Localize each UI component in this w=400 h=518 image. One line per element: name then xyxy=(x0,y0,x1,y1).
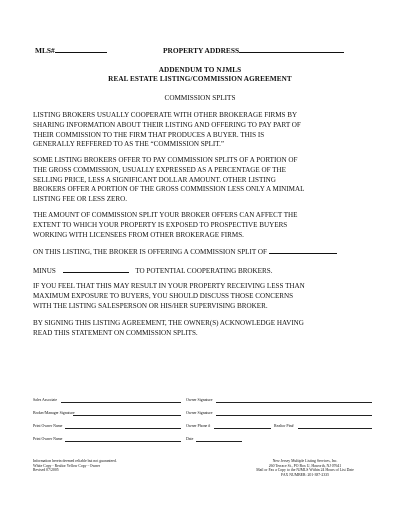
split-offer-line xyxy=(33,246,373,258)
paragraph-line: READ THIS STATEMENT ON COMMISSION SPLITS. xyxy=(33,328,198,337)
date-label: Date xyxy=(186,437,194,441)
owner-signature-line-1[interactable] xyxy=(216,402,372,403)
property-address-input-line[interactable] xyxy=(239,45,344,53)
date-line[interactable] xyxy=(196,441,242,442)
mls-input-line[interactable] xyxy=(55,45,107,53)
footer-disclaimer: Information herein deemed reliable but not guaranteed. xyxy=(33,459,117,463)
paragraph-line: IF YOU FEEL THAT THIS MAY RESULT IN YOUR PROPERTY RECEIVING LESS THAN xyxy=(33,282,305,290)
minus-rest-text: TO POTENTIAL COOPERATING BROKERS. xyxy=(135,267,273,275)
paragraph-line: GENERALLY REFFERED TO AS THE “COMMISSION SPLIT.” xyxy=(33,140,225,149)
paragraph-line: MAXIMUM EXPOSURE TO BUYERS, YOU SHOULD DISCUSS THOSE CONCERNS xyxy=(33,291,294,300)
footer-org-name: New Jersey Multiple Listing Services, Inc. xyxy=(272,459,338,463)
property-address-label: PROPERTY ADDRESS xyxy=(163,46,240,55)
realtor-pin-label: Realtor Pin# xyxy=(274,424,294,428)
signature-row-3 xyxy=(33,424,373,430)
sales-associate-label: Sales Associate xyxy=(33,398,58,402)
footer-copy-distribution: White Copy - Realtor Yellow Copy - Owner xyxy=(33,463,101,468)
paragraph-concerns xyxy=(33,282,373,311)
paragraph-cooperation xyxy=(33,111,373,150)
realtor-pin-line[interactable] xyxy=(298,428,372,429)
paragraph-line: SHARING INFORMATION ABOUT THEIR LISTING AND OFFERING TO PAY PART OF xyxy=(33,120,301,129)
footer-right xyxy=(230,459,380,477)
owner-signature-line-2[interactable] xyxy=(216,415,372,416)
split-amount-input-line[interactable] xyxy=(269,246,337,254)
broker-manager-signature-line[interactable] xyxy=(73,415,181,416)
footer-left xyxy=(33,459,203,473)
agreement-title: REAL ESTATE LISTING/COMMISSION AGREEMENT xyxy=(108,75,292,83)
paragraph-line: THE AMOUNT OF COMMISSION SPLIT YOUR BROKER OFFERS CAN AFFECT THE xyxy=(33,211,298,219)
paragraph-line: LISTING FEE OR LESS ZERO. xyxy=(33,195,127,204)
owner-signature-label-1: Owner Signature xyxy=(186,398,213,402)
print-owner-name-line-2[interactable] xyxy=(65,441,181,442)
paragraph-line: BY SIGNING THIS LISTING AGREEMENT, THE OWNER(S) ACKNOWLEDGE HAVING xyxy=(33,319,304,327)
sales-associate-line[interactable] xyxy=(61,402,181,403)
paragraph-line: EXTENT TO WHICH YOUR PROPERTY IS EXPOSED TO PROSPECTIVE BUYERS xyxy=(33,220,288,229)
addendum-title: ADDENDUM TO NJMLS xyxy=(158,66,242,74)
paragraph-minus xyxy=(33,265,373,277)
signature-row-4 xyxy=(33,437,373,443)
paragraph-line: THE GROSS COMMISSION, USUALLY EXPRESSED AS A PERCENTAGE OF THE xyxy=(33,165,286,174)
signature-row-2 xyxy=(33,411,373,417)
print-owner-name-line-1[interactable] xyxy=(65,428,181,429)
paragraph-line: LISTING BROKERS USUALLY COOPERATE WITH OTHER BROKERAGE FIRMS BY xyxy=(33,111,298,119)
mls-label: MLS# xyxy=(35,46,55,55)
paragraph-line: WITH THE LISTING SALESPERSON OR HIS/HER SUPERVISING BROKER. xyxy=(33,301,268,310)
paragraph-line: THEIR COMMISSION TO THE FIRM THAT PRODUCES A BUYER. THIS IS xyxy=(33,130,265,139)
paragraph-line: SOME LISTING BROKERS OFFER TO PAY COMMISSION SPLITS OF A PORTION OF xyxy=(33,156,298,164)
minus-line xyxy=(33,265,373,277)
section-title: COMMISSION SPLITS xyxy=(164,94,236,102)
paragraph-line: BROKERS OFFER A PORTION OF THE GROSS COMMISSION LESS ONLY A MINIMAL xyxy=(33,185,305,194)
footer-revision: Revised 07/2005 xyxy=(33,468,59,473)
property-address-field xyxy=(163,45,344,55)
split-offer-text: ON THIS LISTING, THE BROKER IS OFFERING A COMMISSION SPLIT OF xyxy=(33,248,267,256)
footer-fax-number: FAX NUMBER: 201-387-2335 xyxy=(280,472,330,477)
owner-signature-label-2: Owner Signature xyxy=(186,411,213,415)
signature-row-1 xyxy=(33,398,373,404)
paragraph-split-types xyxy=(33,156,373,205)
footer-org-address: 260 Terrace St., PO Box U, Haworth, NJ 07641 xyxy=(268,463,342,468)
owner-phone-line[interactable] xyxy=(214,428,271,429)
broker-manager-signature-label: Broker/Manager Signature xyxy=(33,411,75,415)
paragraph-line: WORKING WITH LICENSEES FROM OTHER BROKERAGE FIRMS. xyxy=(33,230,244,239)
minus-amount-input-line[interactable] xyxy=(63,265,129,273)
mls-field xyxy=(35,45,107,55)
paragraph-line: SELLING PRICE, LESS A SIGNIFICANT DOLLAR AMOUNT. OTHER LISTING xyxy=(33,175,276,184)
owner-phone-label: Owner Phone # xyxy=(186,424,211,428)
print-owner-name-label-1: Print Owner Name xyxy=(33,424,63,428)
footer-mail-instructions: Mail or Fax a Copy to the NJMLS Within 24 Hours of List Date xyxy=(256,468,354,473)
paragraph-exposure xyxy=(33,211,373,240)
paragraph-split-offer xyxy=(33,246,373,258)
print-owner-name-label-2: Print Owner Name xyxy=(33,437,63,441)
paragraph-acknowledgement xyxy=(33,319,373,339)
minus-label: MINUS xyxy=(33,267,56,275)
